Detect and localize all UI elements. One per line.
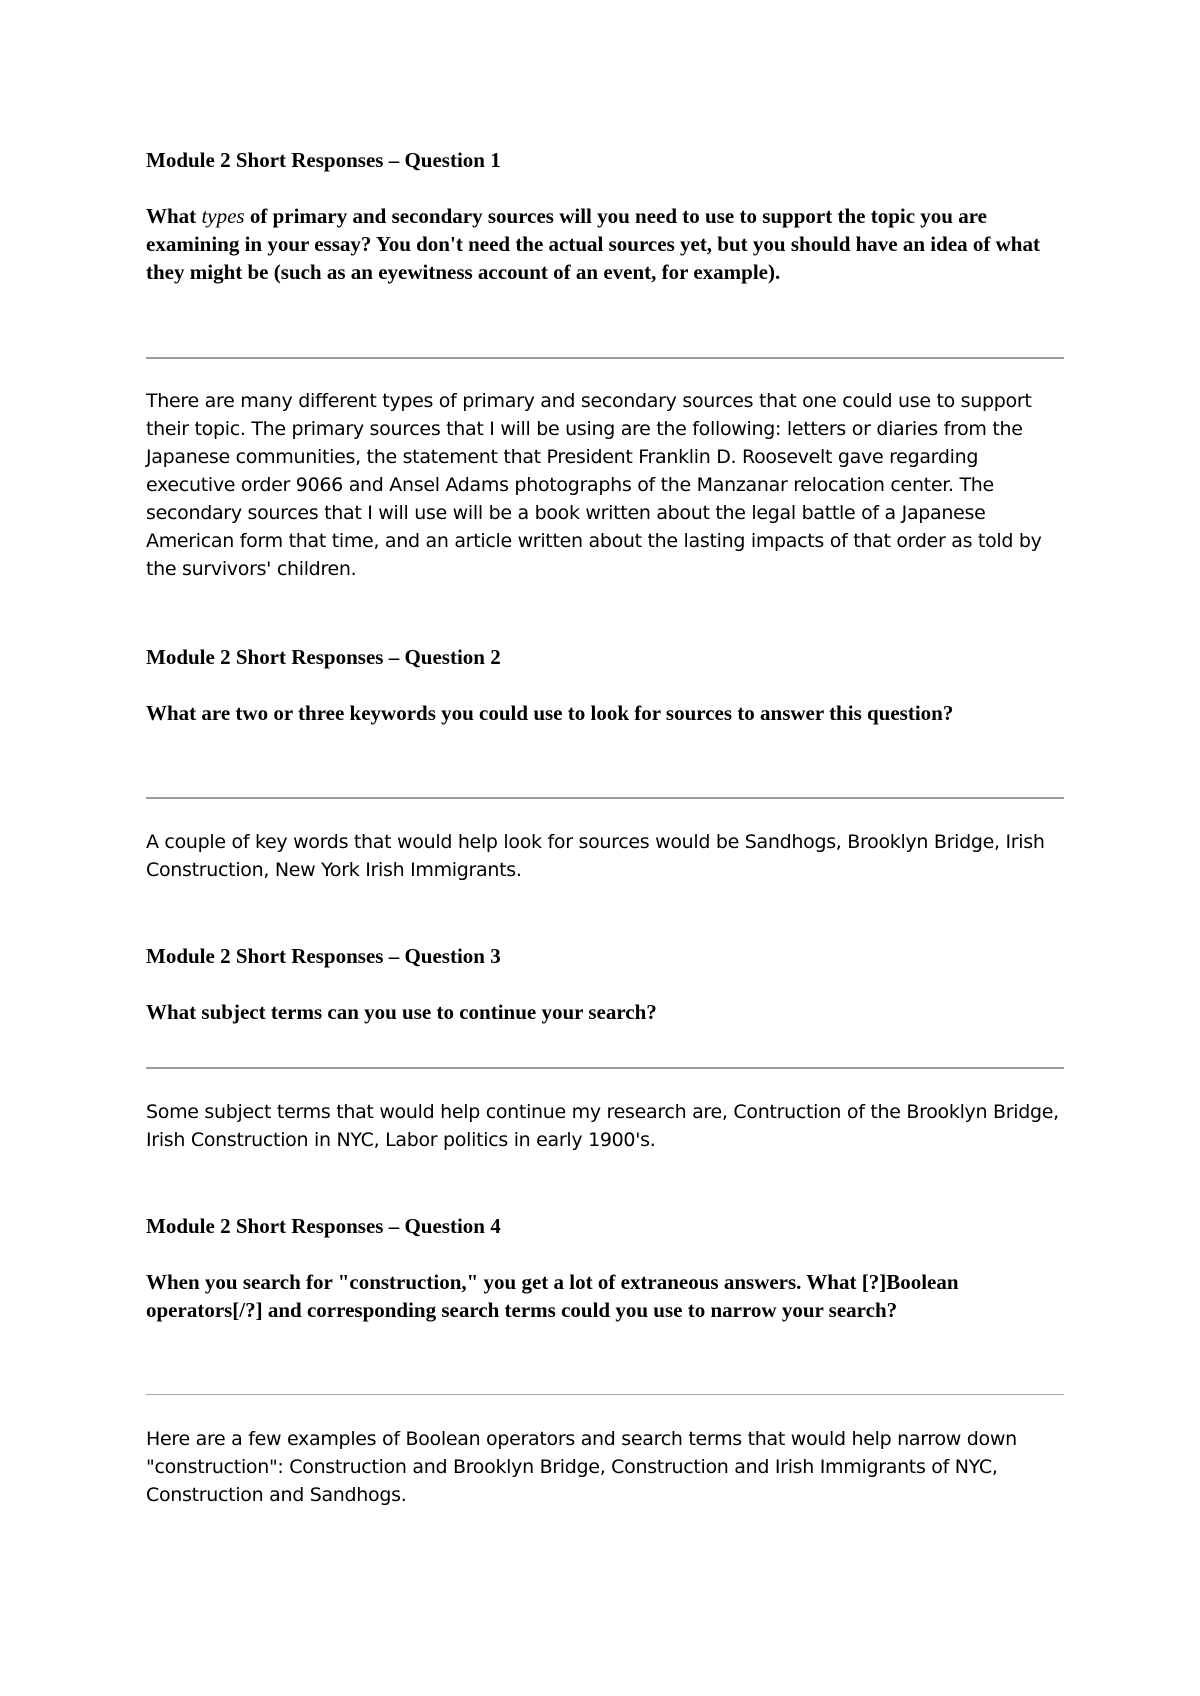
question-prompt: What subject terms can you use to continue your search?: [146, 1000, 657, 1024]
horizontal-rule: [146, 1394, 1064, 1395]
answer-text: Here are a few examples of Boolean operators and search terms that would help narrow down "construction": Construction and Brooklyn Bridge, Construction and Irish Immigrants of NYC, Construction and Sandhogs.: [146, 1428, 1017, 1506]
question-text-start: What: [146, 204, 202, 228]
section-heading: Module 2 Short Responses – Question 2: [146, 645, 501, 669]
answer-text: Some subject terms that would help continue my research are, Contruction of the Brooklyn Bridge, Irish Construction in NYC, Labor politics in early 1900's.: [146, 1101, 1059, 1151]
section-question-2: [146, 643, 1064, 881]
question-emphasis: types: [201, 204, 245, 228]
question-prompt: [146, 202, 1064, 286]
answer-text: There are many different types of primary and secondary sources that one could use to support their topic. The primary sources that I will be using are the following: letters or diaries from the Japanese communities, the statement that President Franklin D. Roosevelt gave regarding executive order 9066 and Ansel Adams photographs of the Manzanar relocation center. The secondary sources that I will use will be a book written about the legal battle of a Japanese American form that time, and an article written about the lasting impacts of that order as told by the survivors' children.: [146, 390, 1042, 580]
section-heading: Module 2 Short Responses – Question 3: [146, 944, 501, 968]
horizontal-rule: [146, 1067, 1064, 1069]
section-heading: Module 2 Short Responses – Question 1: [146, 148, 501, 172]
answer-text: A couple of key words that would help look for sources would be Sandhogs, Brooklyn Bridge, Irish Construction, New York Irish Immigrants.: [146, 831, 1045, 881]
document-page: [146, 0, 1064, 1696]
section-question-3: [146, 942, 1064, 1151]
question-prompt: What are two or three keywords you could use to look for sources to answer this question?: [146, 701, 954, 725]
section-question-4: [146, 1212, 1064, 1506]
horizontal-rule: [146, 797, 1064, 799]
question-text-end: of primary and secondary sources will you need to use to support the topic you are examining in your essay? You don't need the actual sources yet, but you should have an idea of what they might be (such as an eyewitness account of an event, for example).: [146, 204, 1040, 284]
section-question-1: [146, 146, 1064, 580]
section-heading: Module 2 Short Responses – Question 4: [146, 1214, 501, 1238]
question-prompt: When you search for "construction," you get a lot of extraneous answers. What [?]Boolean operators[/?] and corresponding search terms could you use to narrow your search?: [146, 1270, 959, 1322]
horizontal-rule: [146, 357, 1064, 359]
